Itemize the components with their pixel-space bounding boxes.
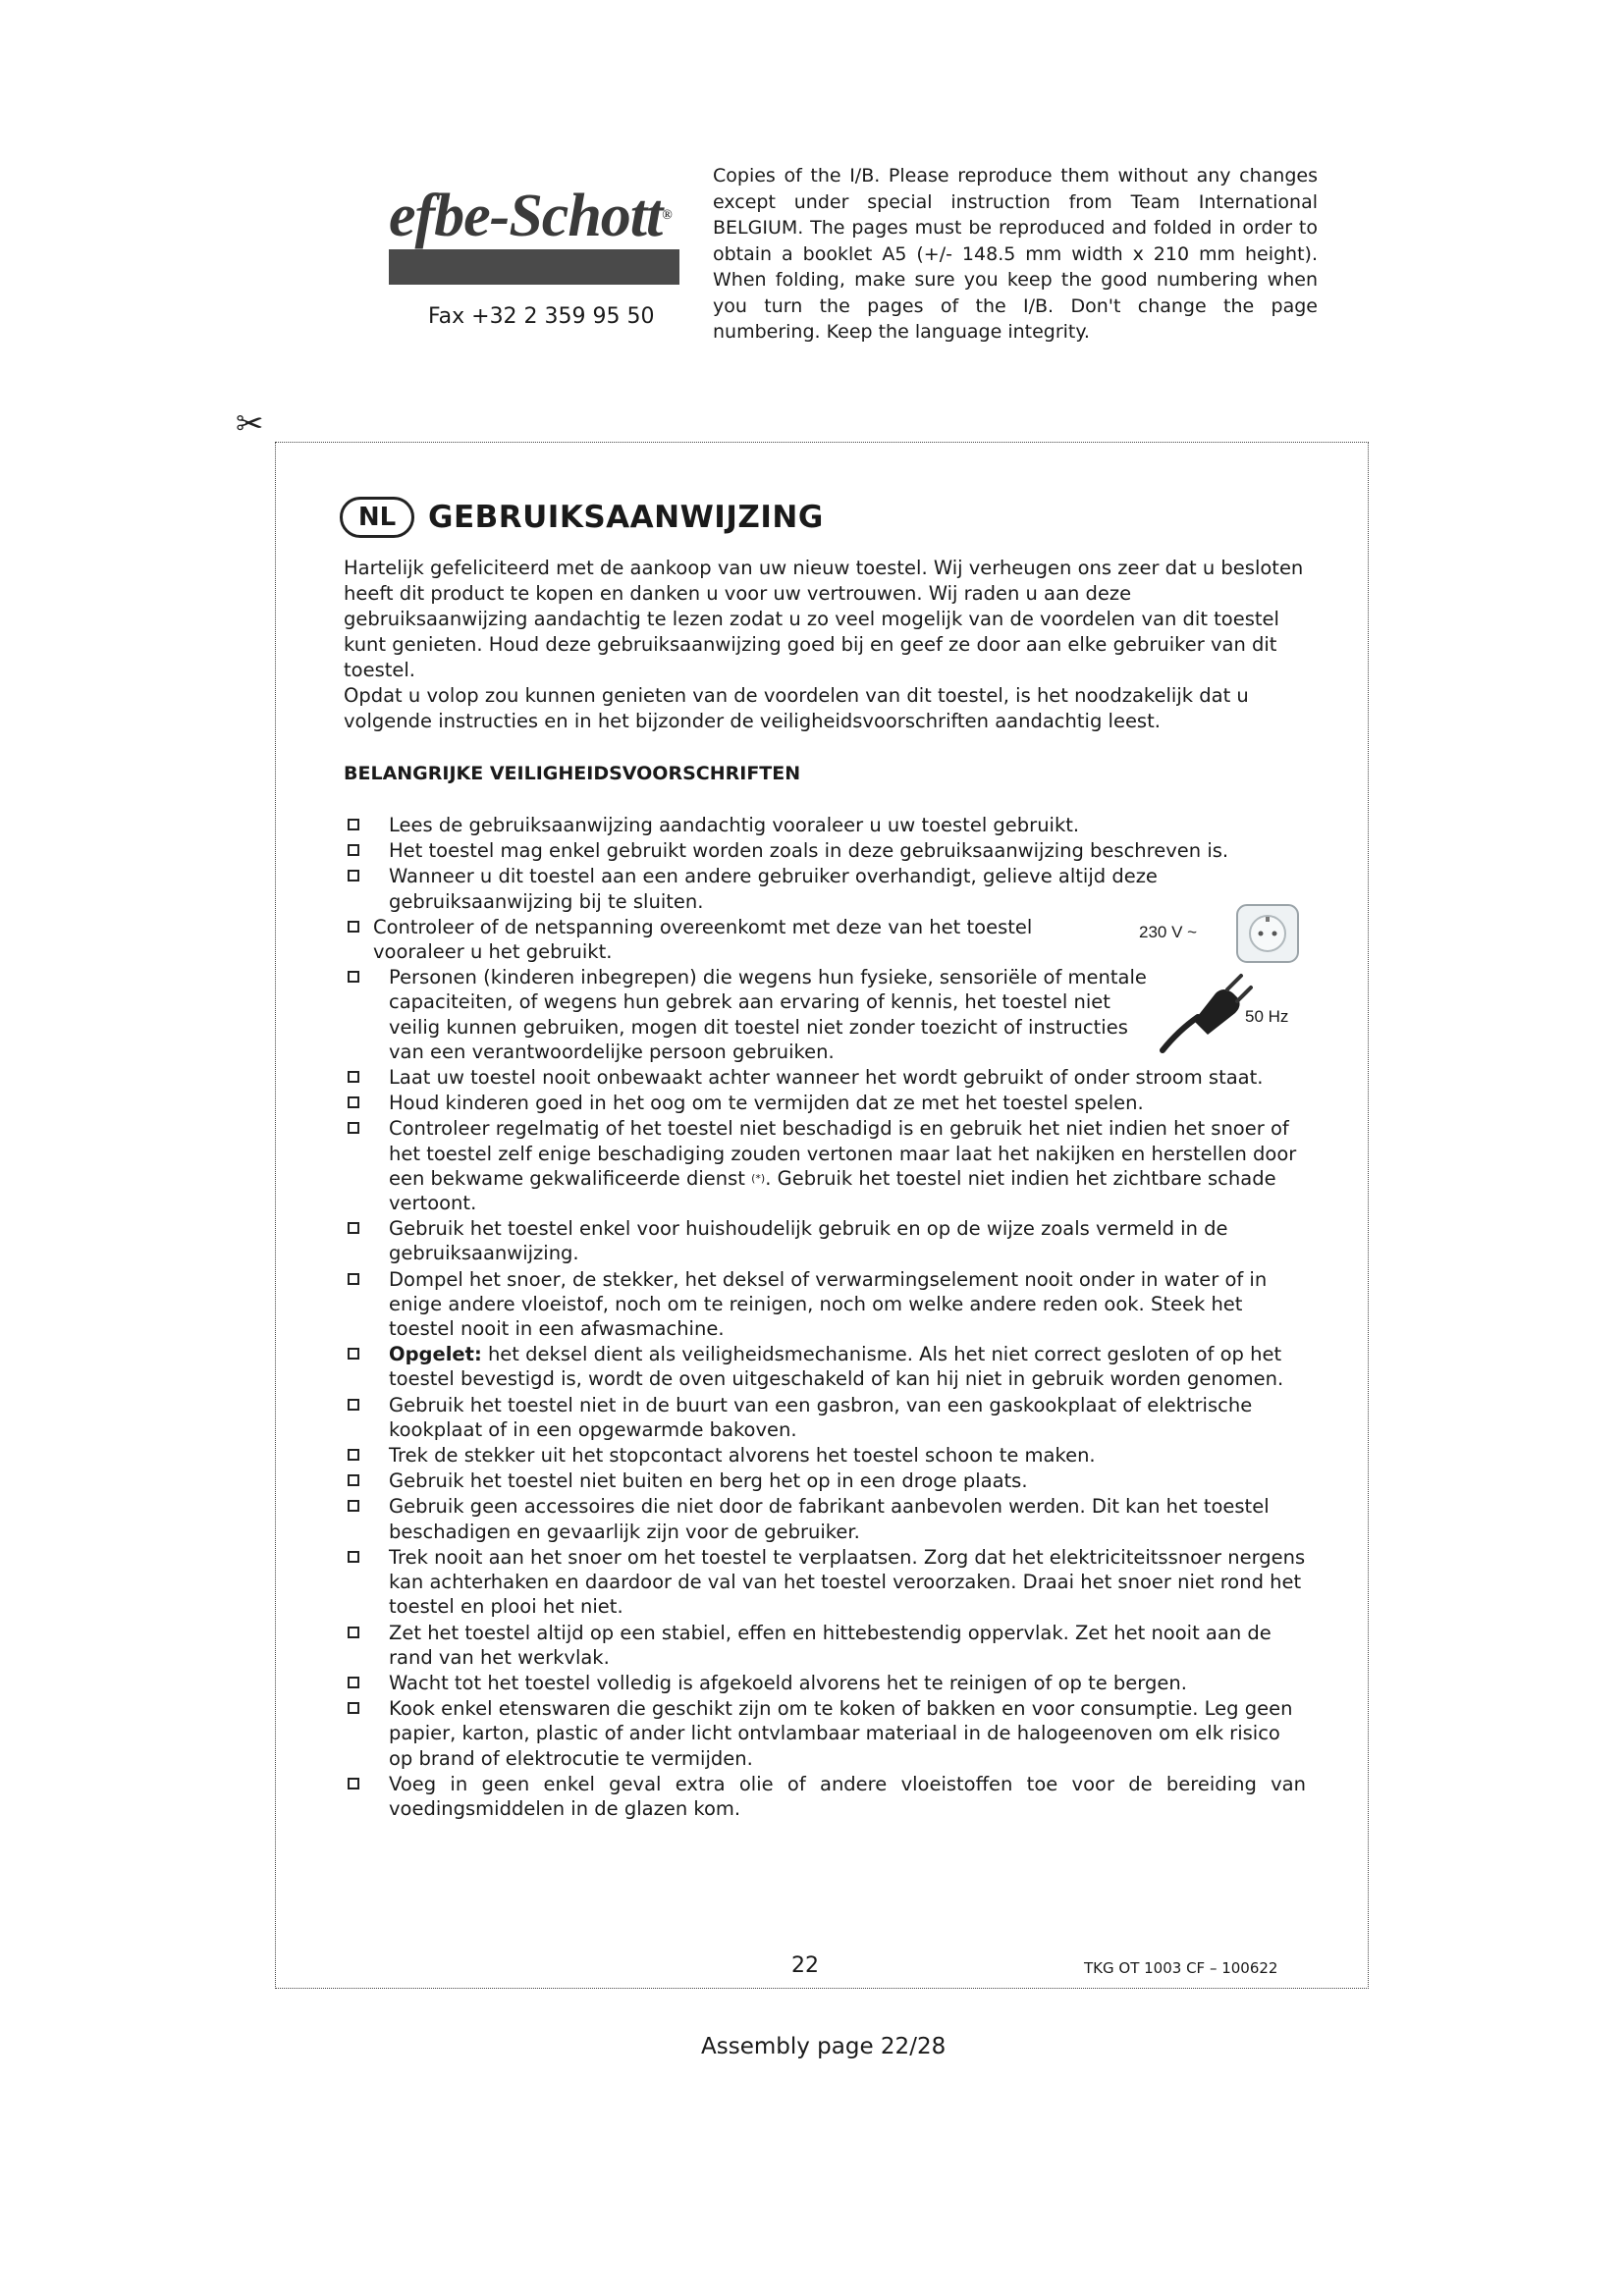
checkbox-bullet-icon xyxy=(348,1677,359,1688)
scissors-icon: ✂ xyxy=(236,404,264,444)
language-badge: NL xyxy=(340,497,414,538)
checkbox-bullet-icon xyxy=(348,1449,359,1461)
list-item: Personen (kinderen inbegrepen) die wegens hun fysieke, sensoriële of mentale capaciteiten, of wegens hun gebrek aan ervaring of kennis, het toestel niet veilig kunnen gebruiken, mogen dit toestel niet zonder toezicht of instructies van een verantwoordelijke persoon gebruiken. xyxy=(344,965,1306,1064)
checkbox-bullet-icon xyxy=(348,1096,359,1108)
checkbox-bullet-icon xyxy=(348,1222,359,1234)
assembly-page: Assembly page 22/28 xyxy=(701,2034,947,2059)
copies-note: Copies of the I/B. Please reproduce them without any changes except under special instruction from Team International BELGIUM. The pages must be reproduced and folded in order to obtain a booklet A5 (+/- 148.5 mm width x 210 mm height). When folding, make sure you keep the good numbering when you turn the pages of the I/B. Don't change the page numbering. Keep the language integrity. xyxy=(713,165,1318,343)
list-item: Houd kinderen goed in het oog om te vermijden dat ze met het toestel spelen. xyxy=(344,1091,1306,1115)
frequency-label: 50 Hz xyxy=(1245,1007,1289,1026)
checkbox-bullet-icon xyxy=(348,1273,359,1285)
checkbox-bullet-icon xyxy=(348,1551,359,1563)
wall-socket-icon xyxy=(1235,903,1302,966)
intro-paragraph: Hartelijk gefeliciteerd met de aankoop van uw nieuw toestel. Wij verheugen ons zeer dat u besloten heeft dit product te kopen en danken u voor uw vertrouwen. Wij raden u aan deze gebruiksaanwijzing aandachtig te lezen zodat u zo veel mogelijk van de voordelen van dit toestel kunt genieten. Houd deze gebruiksaanwijzing goed bij en geef ze door aan elke gebruiker van dit toestel. xyxy=(344,557,1304,681)
checkbox-bullet-icon xyxy=(348,1702,359,1714)
checkbox-bullet-icon xyxy=(348,1627,359,1638)
fax-number: Fax +32 2 359 95 50 xyxy=(428,304,655,329)
list-item: Trek de stekker uit het stopcontact alvorens het toestel schoon te maken. xyxy=(344,1443,1306,1468)
intro-text xyxy=(344,556,1304,734)
list-item: Gebruik het toestel niet buiten en berg het op in een droge plaats. xyxy=(344,1468,1306,1493)
brand-logo xyxy=(389,183,683,285)
checkbox-bullet-icon xyxy=(348,921,359,933)
list-item: Voeg in geen enkel geval extra olie of andere vloeistoffen toe voor de bereiding van voedingsmiddelen in de glazen kom. xyxy=(344,1772,1306,1821)
checkbox-bullet-icon xyxy=(348,1500,359,1512)
checkbox-bullet-icon xyxy=(348,1122,359,1134)
checkbox-bullet-icon xyxy=(348,1399,359,1411)
page-number: 22 xyxy=(791,1953,819,1978)
list-item: Zet het toestel altijd op een stabiel, effen en hittebestendig oppervlak. Zet het nooit aan de rand van het werkvlak. xyxy=(344,1621,1306,1670)
checkbox-bullet-icon xyxy=(348,1348,359,1360)
list-item: Lees de gebruiksaanwijzing aandachtig vooraleer u uw toestel gebruikt. xyxy=(344,813,1306,837)
checkbox-bullet-icon xyxy=(348,870,359,881)
list-item: Gebruik het toestel niet in de buurt van een gasbron, van een gaskookplaat of elektrische kookplaat of in een opgewarmde bakoven. xyxy=(344,1393,1306,1442)
checkbox-bullet-icon xyxy=(348,1071,359,1083)
checkbox-bullet-icon xyxy=(348,819,359,830)
list-item: Dompel het snoer, de stekker, het deksel of verwarmingselement nooit onder in water of in enige andere vloeistof, noch om te reinigen, noch om welke andere reden ook. Steek het toestel nooit in een afwasmachine. xyxy=(344,1267,1306,1342)
safety-subtitle: BELANGRIJKE VEILIGHEIDSVOORSCHRIFTEN xyxy=(344,763,801,784)
checkbox-bullet-icon xyxy=(348,1474,359,1486)
list-item: Controleer regelmatig of het toestel niet beschadigd is en gebruik het niet indien het snoer of het toestel zelf enige beschadiging zouden vertonen maar laat het nakijken en herstellen door een bekwame gekwalificeerde dienst (*). Gebruik het toestel niet indien het zichtbare schade vertoont. xyxy=(344,1116,1306,1215)
list-item: Gebruik geen accessoires die niet door de fabrikant aanbevolen werden. Dit kan het toestel beschadigen en gevaarlijk zijn voor de gebruiker. xyxy=(344,1494,1306,1543)
document-code: TKG OT 1003 CF – 100622 xyxy=(1084,1959,1278,1977)
list-item: Controleer of de netspanning overeenkomt met deze van het toestel vooraleer u het gebruikt. xyxy=(344,915,1306,964)
checkbox-bullet-icon xyxy=(348,971,359,983)
list-item: Wacht tot het toestel volledig is afgekoeld alvorens het te reinigen of op te bergen. xyxy=(344,1671,1306,1695)
page-title: GEBRUIKSAANWIJZING xyxy=(428,500,824,535)
checkbox-bullet-icon xyxy=(348,844,359,856)
power-plug-icon xyxy=(1159,972,1253,1054)
voltage-label: 230 V ~ xyxy=(1139,923,1198,941)
checkbox-bullet-icon xyxy=(348,1778,359,1789)
list-item: Wanneer u dit toestel aan een andere gebruiker overhandigt, gelieve altijd deze gebruiksaanwijzing bij te sluiten. xyxy=(344,864,1306,913)
list-item: Gebruik het toestel enkel voor huishoudelijk gebruik en op de wijze zoals vermeld in de gebruiksaanwijzing. xyxy=(344,1216,1306,1265)
brand-logo-bar xyxy=(389,249,679,285)
list-item: Laat uw toestel nooit onbewaakt achter wanneer het wordt gebruikt of onder stroom staat. xyxy=(344,1065,1306,1090)
intro-paragraph: Opdat u volop zou kunnen genieten van de voordelen van dit toestel, is het noodzakelijk dat u volgende instructies en in het bijzonder de veiligheidsvoorschriften aandachtig leest. xyxy=(344,684,1249,732)
power-plug-illustration xyxy=(1139,903,1316,1060)
brand-logo-text: efbe-Schott® xyxy=(389,183,672,249)
list-item: Het toestel mag enkel gebruikt worden zoals in deze gebruiksaanwijzing beschreven is. xyxy=(344,838,1306,863)
list-item: Kook enkel etenswaren die geschikt zijn om te koken of bakken en voor consumptie. Leg geen papier, karton, plastic of ander licht ontvlambaar materiaal in de halogeenoven om elk risico op brand of elektrocutie te vermijden. xyxy=(344,1696,1306,1771)
list-item: Opgelet: het deksel dient als veiligheidsmechanisme. Als het niet correct gesloten of op het toestel bevestigd is, wordt de oven uitgeschakeld of kan hij niet in gebruik worden genomen. xyxy=(344,1342,1306,1391)
section-heading xyxy=(340,497,824,538)
list-item: Trek nooit aan het snoer om het toestel te verplaatsen. Zorg dat het elektriciteitssnoer nergens kan achterhaken en daardoor de val van het toestel veroorzaken. Draai het snoer niet rond het toestel en plooi het niet. xyxy=(344,1545,1306,1620)
